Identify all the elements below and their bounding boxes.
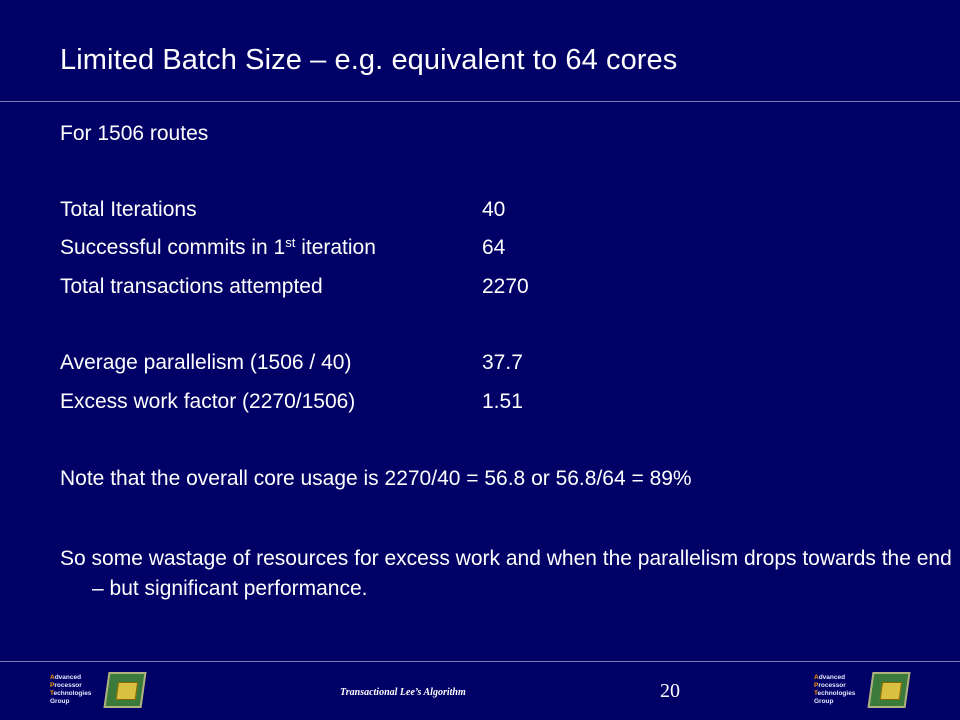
- stat-value: 64: [482, 236, 506, 259]
- logo-line: dvanced: [54, 674, 82, 681]
- title-divider: [0, 101, 960, 102]
- logo-line: rocessor: [54, 682, 82, 689]
- footer-caption: Transactional Lee’s Algorithm: [340, 687, 466, 698]
- logo-text: Advanced Processor Technologies Group: [50, 674, 92, 705]
- stat-value: 1.51: [482, 390, 523, 413]
- stat-value: 2270: [482, 275, 529, 298]
- chip-icon: [103, 672, 146, 708]
- chip-icon: [867, 672, 910, 708]
- stat-label: Total Iterations: [60, 198, 197, 221]
- stat-value: 40: [482, 198, 506, 221]
- logo-line: dvanced: [818, 674, 846, 681]
- logo-line: Group: [814, 698, 834, 705]
- logo-line: Group: [50, 698, 70, 705]
- footer-logo-right: [814, 668, 924, 714]
- stat-value: 37.7: [482, 351, 523, 374]
- page-number: 20: [660, 680, 680, 702]
- footer-logo-left: [50, 668, 160, 714]
- logo-line: echnologies: [817, 690, 856, 697]
- stat-label: Average parallelism (1506 / 40): [60, 351, 352, 374]
- footer-divider: [0, 661, 960, 662]
- summary-paragraph: So some wastage of resources for excess work and when the parallelism drops towards the end – but significant performance.: [60, 547, 952, 600]
- logo-text: Advanced Processor Technologies Group: [814, 674, 856, 705]
- stat-label: Total transactions attempted: [60, 275, 323, 298]
- slide-title: Limited Batch Size – e.g. equivalent to 64 cores: [60, 44, 678, 76]
- logo-line: rocessor: [818, 682, 846, 689]
- stat-label: Excess work factor (2270/1506): [60, 390, 356, 413]
- intro-line: For 1506 routes: [60, 122, 209, 145]
- note-line: Note that the overall core usage is 2270/40 = 56.8 or 56.8/64 = 89%: [60, 467, 692, 490]
- stat-label: Successful commits in 1st iteration: [60, 235, 376, 259]
- logo-line: echnologies: [53, 690, 92, 697]
